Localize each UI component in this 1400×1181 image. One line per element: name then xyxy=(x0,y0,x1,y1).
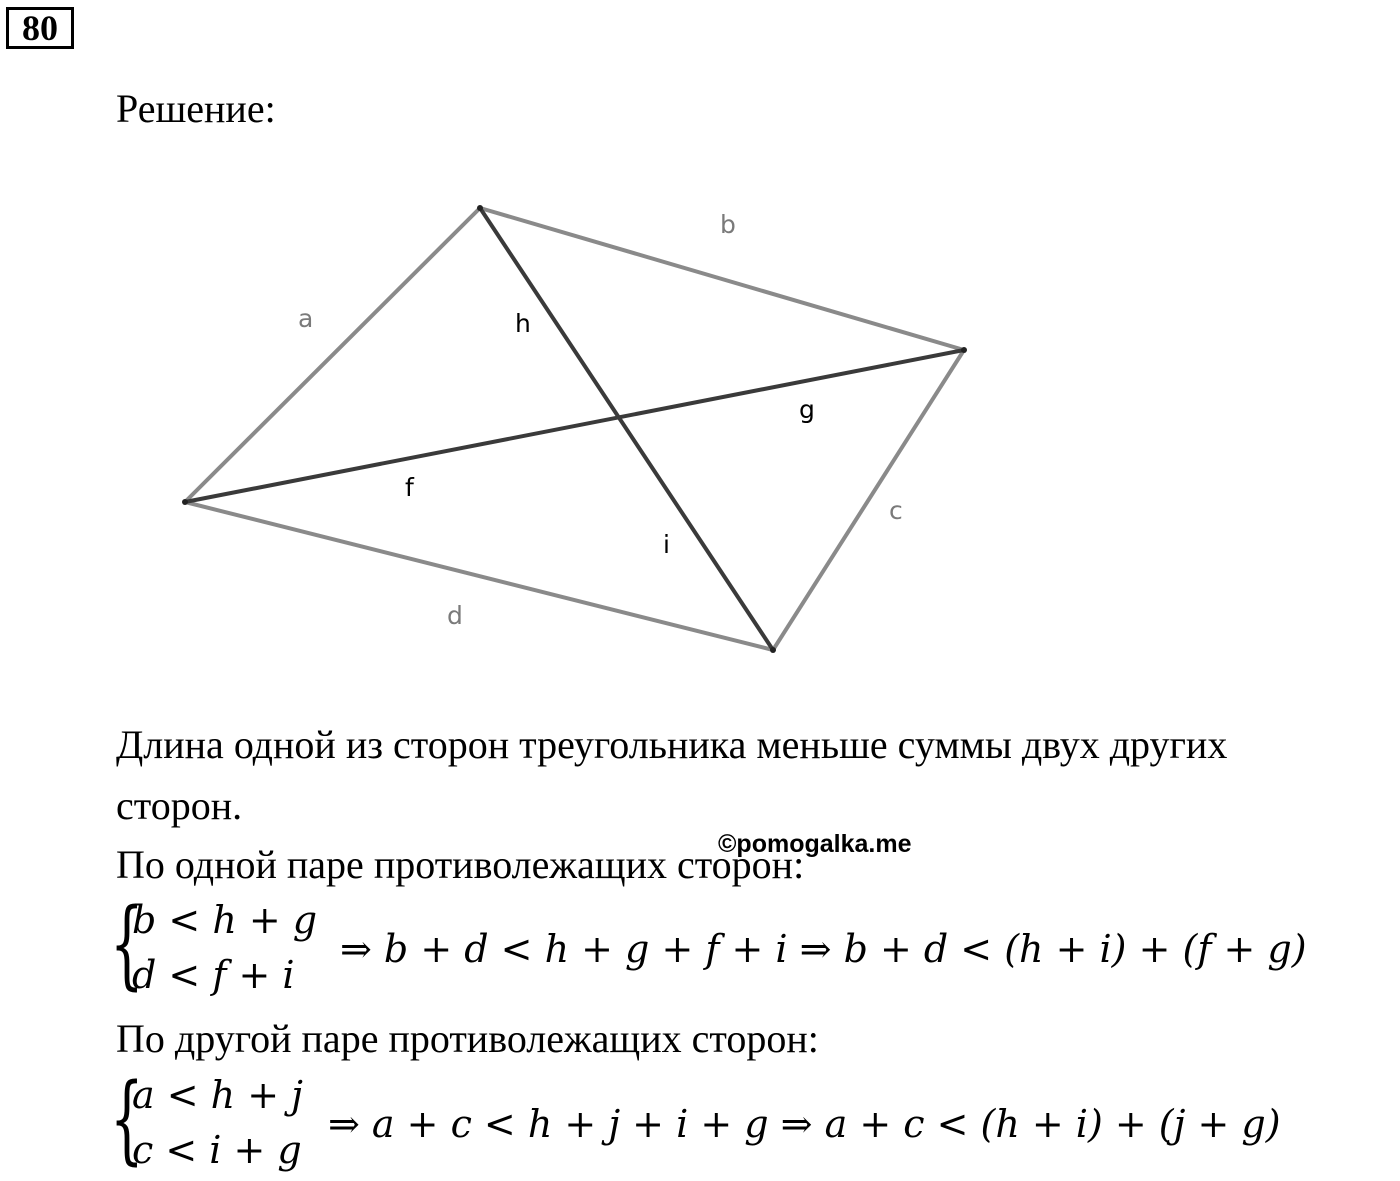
vertex-right xyxy=(961,347,967,353)
watermark: ©pomogalka.me xyxy=(718,830,912,858)
label-h: h xyxy=(515,309,531,338)
theorem-text-line2: сторон. xyxy=(116,783,243,828)
theorem-text-line1: Длина одной из сторон треугольника меньше суммы двух других xyxy=(116,722,1228,767)
system1-line1: b < h + g xyxy=(132,898,318,942)
system-brace-2: { xyxy=(110,1063,144,1175)
second-pair-text: По другой паре противолежащих сторон: xyxy=(116,1016,819,1061)
label-a: a xyxy=(298,304,314,333)
system2-line1: a < h + j xyxy=(132,1073,303,1117)
diagonal-top-bottom xyxy=(480,208,773,650)
label-f: f xyxy=(405,473,414,502)
system1-line2: d < f + i xyxy=(132,953,295,997)
vertex-top xyxy=(477,205,483,211)
label-d: d xyxy=(447,601,463,630)
side-a xyxy=(185,208,480,502)
label-b: b xyxy=(720,210,736,239)
label-g: g xyxy=(799,395,815,424)
system-brace-1: { xyxy=(110,888,144,1000)
first-pair-text: По одной паре противолежащих сторон: xyxy=(116,842,805,887)
vertex-bottom xyxy=(770,647,776,653)
system1-implication: ⇒ b + d < h + g + f + i ⇒ b + d < (h + i) + (f + g) xyxy=(340,927,1307,971)
system2-line2: c < i + g xyxy=(132,1128,302,1172)
problem-number: 80 xyxy=(6,7,74,49)
diagonal-left-right xyxy=(185,350,964,502)
label-c: c xyxy=(889,496,903,525)
vertex-left xyxy=(182,499,188,505)
label-i: i xyxy=(663,530,670,559)
solution-heading: Решение: xyxy=(116,86,276,131)
system2-implication: ⇒ a + c < h + j + i + g ⇒ a + c < (h + i) + (j + g) xyxy=(328,1102,1281,1146)
side-d xyxy=(185,502,773,650)
